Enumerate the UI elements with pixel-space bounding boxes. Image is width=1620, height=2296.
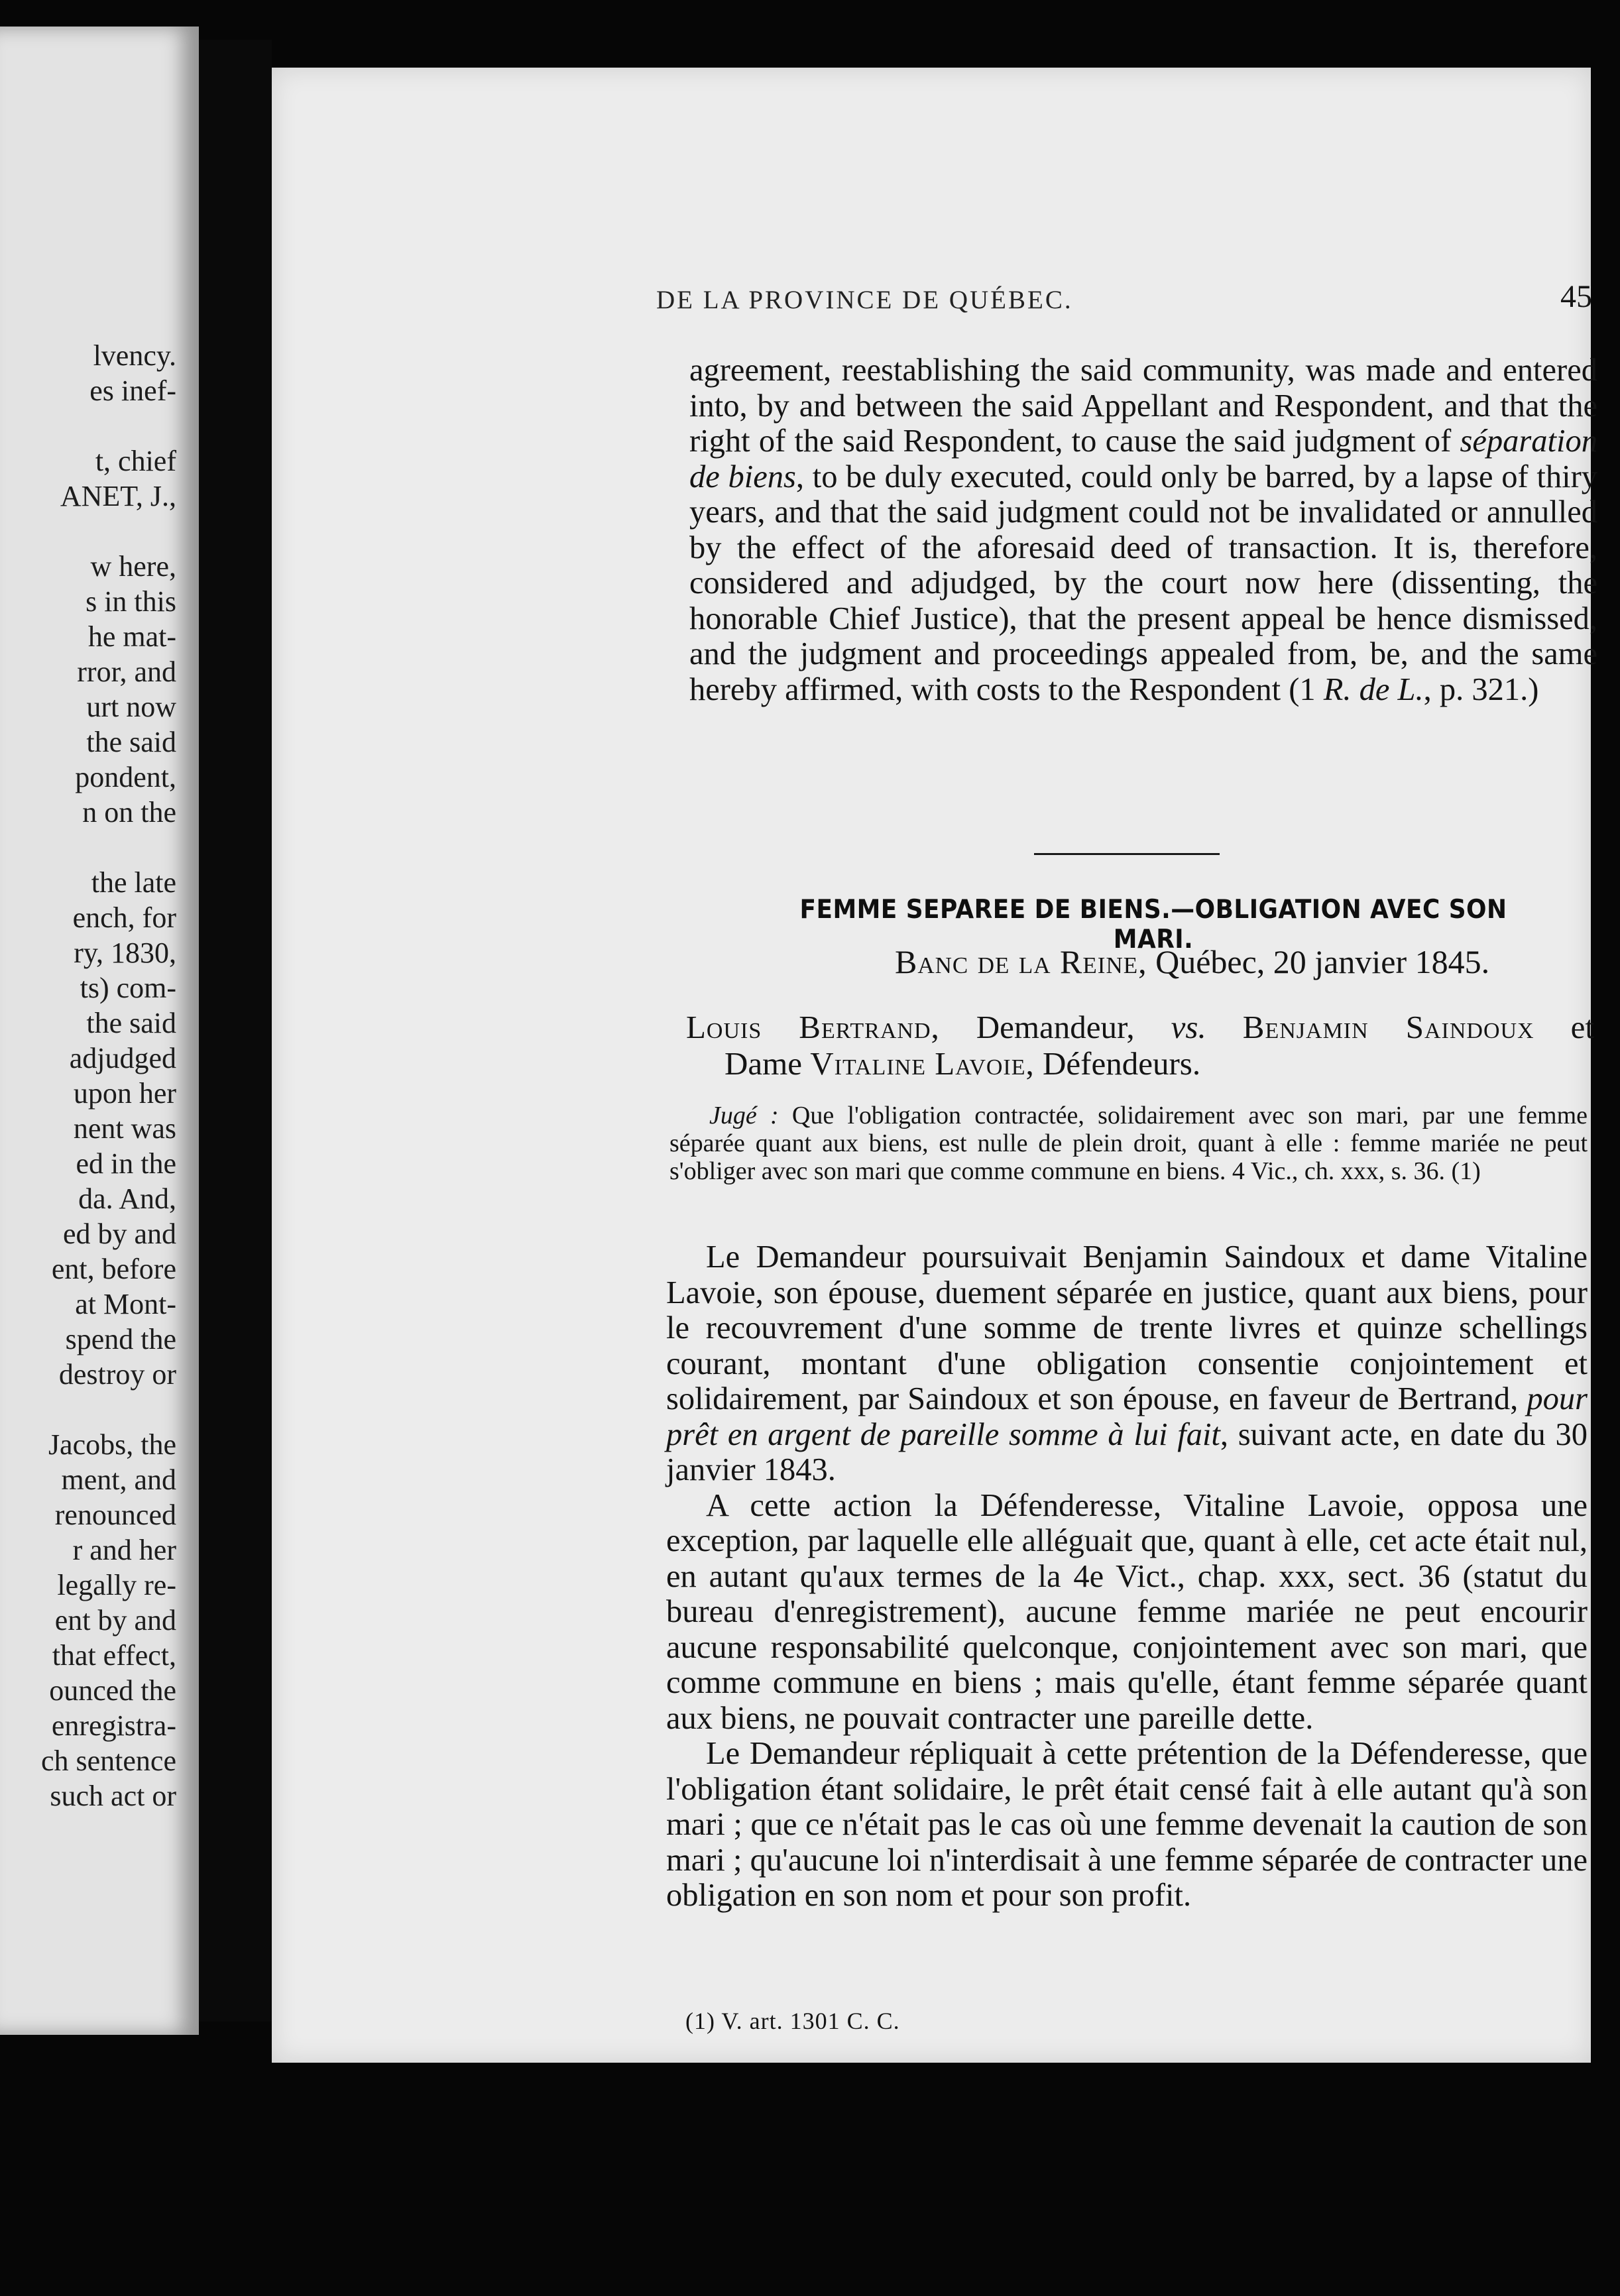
previous-page-line: n on the	[82, 796, 176, 829]
previous-page-line: lvency.	[93, 339, 176, 372]
previous-page-line: upon her	[73, 1077, 176, 1110]
paragraph-reply: Le Demandeur répliquait à cette prétention de la Défenderesse, que l'obligation étant solidaire, le prêt était censé fait à elle autant qu'à son mari ; que ce n'était pas le cas où une femme devenait la caution de son mari ; qu'aucune loi n'interdisait à une femme séparée de contracter une obligation en son nom et pour son profit.	[666, 1736, 1588, 1913]
previous-page-line: nent was	[73, 1112, 176, 1145]
previous-page-line: ent, before	[51, 1253, 176, 1285]
previous-page-line: enregistra-	[51, 1709, 176, 1742]
previous-page-line	[0, 408, 176, 443]
previous-page-line: ed by and	[62, 1218, 176, 1250]
current-page	[272, 68, 1597, 2063]
previous-page-line: the said	[86, 1007, 176, 1039]
previous-page-line: such act or	[50, 1780, 176, 1812]
previous-page-line: legally re-	[57, 1569, 176, 1601]
previous-page-line: that effect,	[52, 1639, 176, 1672]
previous-page-line: rror, and	[77, 656, 176, 688]
previous-page-line: adjudged	[69, 1042, 176, 1074]
page-number: 45	[1560, 279, 1592, 314]
previous-page-line: ment, and	[61, 1464, 176, 1496]
previous-page-line: spend the	[65, 1323, 176, 1355]
footnote: (1) V. art. 1301 C. C.	[685, 2008, 900, 2034]
previous-page-line: at Mont-	[75, 1288, 176, 1320]
previous-page-line: es inef-	[89, 374, 176, 407]
previous-page-line: ch sentence	[41, 1745, 176, 1777]
previous-page-line: renounced	[54, 1499, 176, 1531]
previous-page-line: t, chief	[95, 445, 176, 477]
previous-page-line	[0, 514, 176, 549]
previous-page-text	[0, 338, 176, 1813]
headnote-holding: Jugé : Que l'obligation contractée, solidairement avec son mari, par une femme séparée quant aux biens, est nulle de plein droit, quant à elle : femme mariée ne peut s'obliger avec son mari que comme commune en biens. 4 Vic., ch. xxx, s. 36. (1)	[669, 1102, 1588, 1185]
running-title: DE LA PROVINCE DE QUÉBEC.	[656, 286, 1073, 314]
previous-page-line: r and her	[72, 1534, 176, 1566]
previous-page-line: ent by and	[54, 1604, 176, 1636]
paragraph-exception: A cette action la Défenderesse, Vitaline Lavoie, opposa une exception, par laquelle elle alléguait que, quant à elle, cet acte était nul, en autant qu'aux termes de la 4e Vict., chap. xxx, sect. 36 (statut du bureau d'enregistrement), aucune femme mariée ne peut encourir aucune responsabilité quelconque, conjointement avec son mari, que comme commune en biens ; mais qu'elle, étant femme séparée quant aux biens, ne pouvait contracter une pareille dette.	[666, 1487, 1588, 1736]
previous-page-line: the late	[91, 866, 176, 899]
previous-page-line: w here,	[90, 550, 176, 583]
previous-page-line	[0, 830, 176, 865]
previous-page-line: ed in the	[76, 1147, 176, 1180]
previous-page-line: he mat-	[87, 620, 176, 653]
previous-page-line: ry, 1830,	[74, 937, 176, 969]
previous-page-line: da. And,	[78, 1182, 176, 1215]
previous-page-line: ench, for	[72, 901, 176, 934]
case-parties: Louis Bertrand, Demandeur, vs. Benjamin Saindoux et Dame Vitaline Lavoie, Défendeurs.	[686, 1009, 1595, 1082]
previous-page-line: ounced the	[49, 1674, 176, 1707]
section-divider	[1034, 853, 1220, 855]
continued-judgment-paragraph: agreement, reestablishing the said community, was made and entered into, by and between the said Appellant and Respondent, and that the right of the said Respondent, to cause the said judgment of séparation de biens, to be duly executed, could only be barred, by a lapse of thiry years, and that the said judgment could not be invalidated or annulled by the effect of the aforesaid deed of transaction. It is, therefore, considered and adjudged, by the court now here (dissenting, the honorable Chief Justice), that the present appeal be hence dismissed, and the judgment and proceedings appealed from, be, and the same hereby affirmed, with costs to the Respondent (1 R. de L., p. 321.)	[689, 353, 1597, 707]
paragraph-facts: Le Demandeur poursuivait Benjamin Saindoux et dame Vitaline Lavoie, son épouse, duement séparée en justice, quant aux biens, pour le recouvrement d'une somme de trente livres et quinze schellings courant, montant d'une obligation consentie conjointement et solidairement, par Saindoux et son épouse, en faveur de Bertrand, pour prêt en argent de pareille somme à lui fait, suivant acte, en date du 30 janvier 1843.	[666, 1239, 1588, 1487]
previous-page-line	[0, 1392, 176, 1427]
previous-page-line: destroy or	[58, 1358, 176, 1391]
previous-page-line: urt now	[86, 691, 176, 723]
previous-page-line: pondent,	[75, 761, 176, 793]
previous-page-line: the said	[86, 726, 176, 758]
previous-page-line: ts) com-	[80, 972, 176, 1004]
book-gutter	[199, 40, 272, 2022]
case-heading: FEMME SEPAREE DE BIENS.—OBLIGATION AVEC SON MARI.	[799, 895, 1507, 954]
previous-page-line: ANET, J.,	[60, 480, 176, 512]
previous-page-line: s in this	[86, 585, 176, 618]
case-body	[666, 1239, 1588, 1914]
court-and-date: Banc de la Reine, Québec, 20 janvier 1845.	[895, 943, 1490, 980]
previous-page	[0, 27, 199, 2035]
previous-page-line: Jacobs, the	[48, 1428, 176, 1461]
